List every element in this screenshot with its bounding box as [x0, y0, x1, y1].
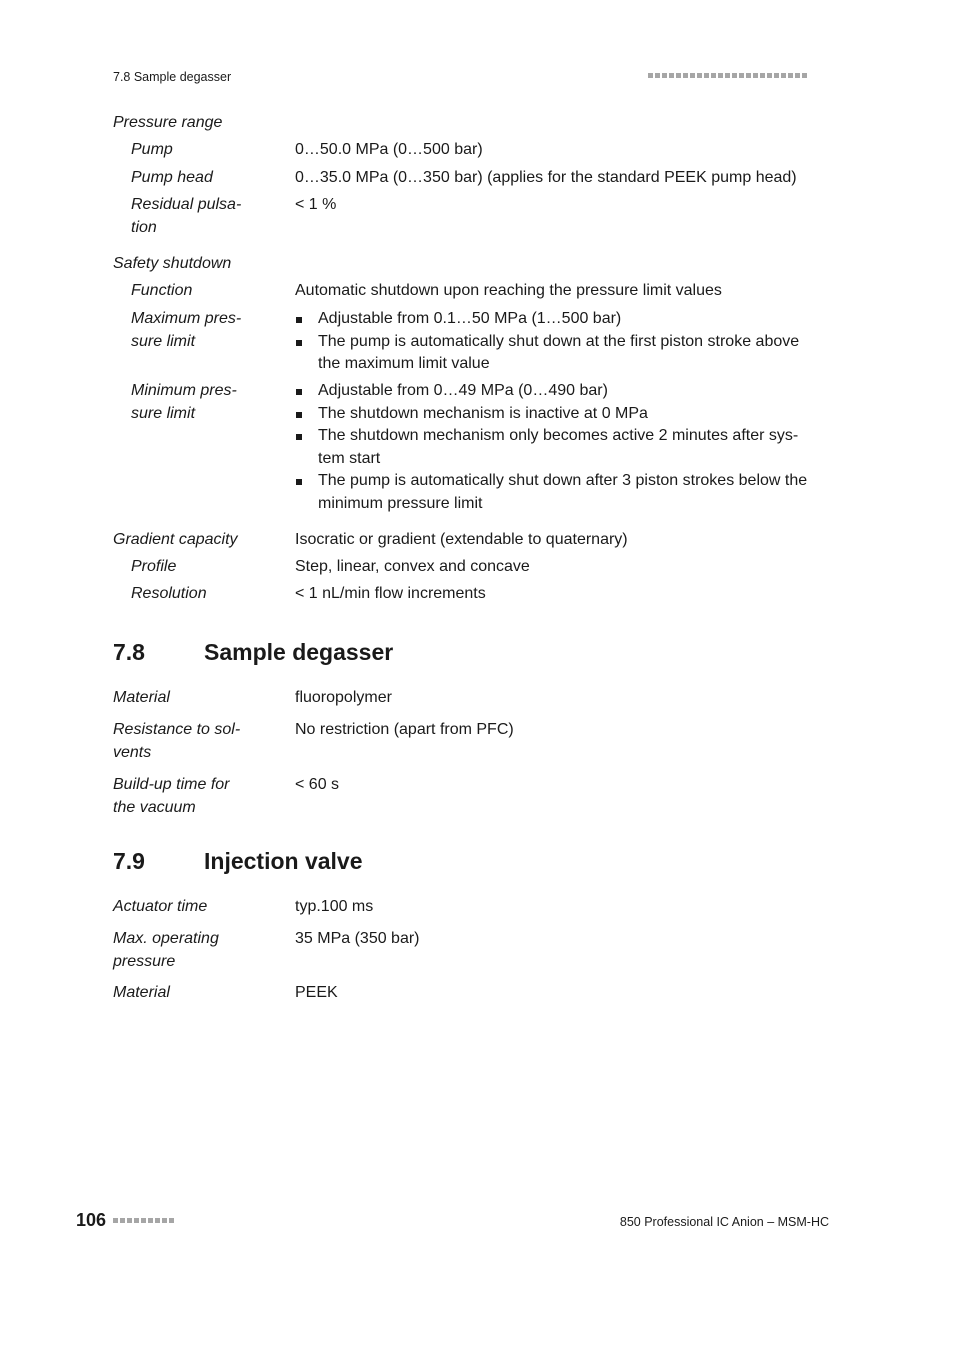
spec-value: < 60 s	[295, 776, 340, 793]
spec-label: Actuator time	[113, 898, 208, 915]
spec-label-line: pressure	[113, 952, 176, 970]
spec-label-line: Max. operating	[113, 930, 219, 947]
spec-value: No restriction (apart from PFC)	[295, 721, 514, 738]
footer-decoration	[113, 1218, 174, 1223]
section-title: Sample degasser	[204, 639, 394, 665]
running-header: 7.8 Sample degasser	[113, 70, 232, 84]
spec-value: 0…35.0 MPa (0…350 bar) (applies for the standard PEEK pump head)	[295, 169, 797, 186]
spec-label-line: Maximum pres-	[131, 310, 242, 327]
spec-value: < 1 %	[295, 196, 337, 213]
spec-label	[113, 928, 219, 973]
document-title: 850 Professional IC Anion – MSM-HC	[619, 1215, 829, 1229]
list-item: The shutdown mechanism is inactive at 0 MPa	[295, 403, 815, 426]
spec-value: < 1 nL/min flow increments	[295, 585, 486, 602]
spec-label	[113, 774, 230, 819]
spec-value: 0…50.0 MPa (0…500 bar)	[295, 141, 483, 158]
spec-label: Gradient capacity	[113, 531, 238, 548]
spec-label	[113, 719, 240, 764]
spec-label: Material	[113, 984, 170, 1001]
section-number: 7.9	[113, 848, 145, 874]
spec-label-line: Residual pulsa-	[131, 196, 242, 213]
spec-label: Resolution	[131, 585, 207, 602]
max-pressure-bullet-list	[295, 308, 815, 376]
spec-value: typ.100 ms	[295, 898, 374, 915]
spec-label	[131, 380, 237, 425]
list-item	[295, 331, 815, 376]
spec-label-line: sure limit	[131, 332, 196, 350]
safety-shutdown-title: Safety shutdown	[113, 255, 232, 272]
list-item: Adjustable from 0.1…50 MPa (1…500 bar)	[295, 308, 815, 331]
spec-value: Automatic shutdown upon reaching the pressure limit values	[295, 282, 722, 299]
header-decoration	[648, 73, 807, 78]
spec-label-line: Build-up time for	[113, 776, 230, 793]
spec-label-line: the vacuum	[113, 798, 196, 816]
spec-value: fluoropolymer	[295, 689, 392, 706]
spec-label: Pump	[131, 141, 173, 158]
list-item-text: The pump is automatically shut down at the first piston stroke above the maximum limit value	[318, 332, 800, 372]
spec-label: Profile	[131, 558, 177, 575]
spec-label-line: tion	[131, 218, 157, 236]
section-number: 7.8	[113, 639, 145, 665]
spec-label	[131, 194, 241, 239]
section-title: Injection valve	[204, 848, 363, 874]
spec-label-line: Minimum pres-	[131, 382, 237, 399]
page-number: 106	[76, 1210, 107, 1230]
spec-label	[131, 308, 241, 353]
spec-label-line: sure limit	[131, 404, 196, 422]
min-pressure-bullet-list	[295, 380, 815, 515]
list-item: Adjustable from 0…49 MPa (0…490 bar)	[295, 380, 815, 403]
spec-label-line: Resistance to sol-	[113, 721, 241, 738]
spec-label-line: vents	[113, 743, 152, 761]
spec-label: Pump head	[131, 169, 213, 186]
spec-value: PEEK	[295, 984, 338, 1001]
spec-value: Isocratic or gradient (extendable to quaternary)	[295, 531, 628, 548]
spec-label: Material	[113, 689, 170, 706]
list-item: The pump is automatically shut down after 3 piston strokes below the minimum pressure limit	[295, 470, 815, 515]
spec-label: Function	[131, 282, 193, 299]
spec-value: 35 MPa (350 bar)	[295, 930, 420, 947]
spec-value: Step, linear, convex and concave	[295, 558, 530, 575]
list-item: The shutdown mechanism only becomes active 2 minutes after sys-tem start	[295, 425, 815, 470]
pressure-range-title: Pressure range	[113, 114, 223, 131]
